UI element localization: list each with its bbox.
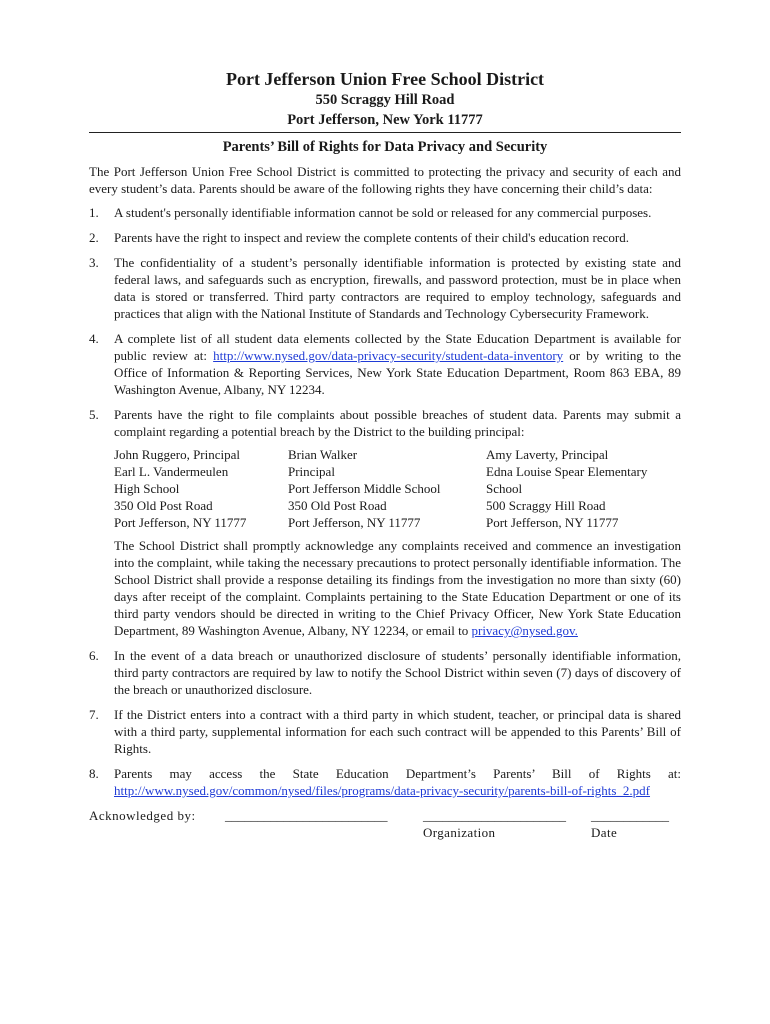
principal-contacts	[114, 446, 681, 531]
list-item	[89, 254, 681, 322]
page-title: Parents’ Bill of Rights for Data Privacy and Security	[222, 139, 548, 155]
item-number: 7.	[89, 707, 99, 722]
item-text-before: A complete list of all student data elements collected by the State Education Department is available for public review at:	[114, 331, 681, 363]
contact-line: 500 Scraggy Hill Road	[486, 498, 606, 513]
complaint-text: The School District shall promptly acknowledge any complaints received and commence an investigation into the complaint, while taking the necessary precautions to protect personally identifiable information. The School District shall provide a response detailing its findings from the investigation no more than sixty (60) days after receipt of the complaint. Complaints pertaining to the State Education Department or one of its third party vendors should be directed in writing to the Chief Privacy Officer, New York State Education Department, 89 Washington Avenue, Albany, NY 12234, or email to	[114, 538, 681, 638]
item-number: 8.	[89, 766, 99, 781]
list-item	[89, 647, 681, 698]
street-address: 550 Scraggy Hill Road	[315, 92, 455, 108]
complaint-procedure	[114, 537, 681, 639]
item-number: 6.	[89, 648, 99, 663]
contact-line: 350 Old Post Road	[114, 498, 213, 513]
contact-line: 350 Old Post Road	[288, 498, 387, 513]
contact-line: Port Jefferson, NY 11777	[288, 515, 421, 530]
item-text	[114, 330, 681, 398]
list-item	[89, 706, 681, 757]
list-item	[89, 330, 681, 398]
contact-middle-school	[288, 446, 486, 531]
intro-paragraph: The Port Jefferson Union Free School District is committed to protecting the privacy and security of each and every student’s data. Parents should be aware of the following rights they have concerning their child’s data:	[89, 164, 681, 196]
district-name: Port Jefferson Union Free School District	[225, 69, 545, 89]
contact-line: Port Jefferson, NY 11777	[114, 515, 247, 530]
contact-line: School	[486, 481, 523, 496]
item-text-after: or by writing to the Office of Information & Reporting Services, New York State Education Department, Room 863 EBA, 89 Washington Avenue, Albany, NY 12234.	[114, 348, 681, 397]
item-number: 2.	[89, 230, 99, 245]
privacy-email-link[interactable]: privacy@nysed.gov.	[471, 623, 578, 638]
contact-elementary	[486, 446, 681, 531]
item-text: The confidentiality of a student’s personally identifiable information is protected by existing state and federal laws, and safeguards such as encryption, firewalls, and password protection, must be in place when data is stored or transferred. Third party contractors are required to employ technology, safeguards and practices that align with the National Institute of Standards and Technology Cybersecurity Framework.	[114, 255, 681, 321]
item-text-before: Parents may access the State Education Department’s Parents’ Bill of Rights at:	[114, 766, 681, 781]
header-divider	[89, 132, 681, 133]
item-number: 1.	[89, 205, 99, 220]
contact-line: Principal	[288, 464, 335, 479]
parents-bill-of-rights-link[interactable]: http://www.nysed.gov/common/nysed/files/programs/data-privacy-security/parents-bill-of-rights_2.pdf	[114, 783, 651, 798]
organization-label: Organization	[423, 825, 496, 840]
item-text: A student's personally identifiable information cannot be sold or released for any commercial purposes.	[114, 205, 652, 220]
item-text: Parents have the right to file complaints about possible breaches of student data. Parents may submit a complaint regarding a potential breach by the District to the building principal:	[114, 407, 681, 439]
contact-high-school	[114, 446, 288, 531]
student-data-inventory-link[interactable]: http://www.nysed.gov/data-privacy-security/student-data-inventory	[213, 348, 564, 363]
item-number: 3.	[89, 255, 99, 270]
item-text: Parents have the right to inspect and review the complete contents of their child's education record.	[114, 230, 629, 245]
contact-line: High School	[114, 481, 180, 496]
contact-line: Port Jefferson Middle School	[288, 481, 441, 496]
acknowledgement	[89, 807, 681, 843]
contact-line: John Ruggero, Principal	[114, 447, 241, 462]
contact-line: Earl L. Vandermeulen	[114, 464, 229, 479]
signature-line[interactable]: _________________________	[225, 808, 388, 823]
list-item	[89, 765, 681, 799]
list-item	[89, 406, 681, 639]
list-item	[89, 204, 681, 221]
city-address: Port Jefferson, New York 11777	[287, 112, 483, 128]
item-number: 5.	[89, 407, 99, 422]
list-item	[89, 229, 681, 246]
item-text: In the event of a data breach or unauthorized disclosure of students’ personally identifiable information, third party contractors are required by law to notify the School District within seven (7) days of discovery of the breach or unauthorized disclosure.	[114, 648, 681, 697]
item-number: 4.	[89, 331, 99, 346]
letterhead	[0, 68, 770, 130]
contact-line: Amy Laverty, Principal	[486, 447, 609, 462]
contact-line: Brian Walker	[288, 447, 358, 462]
acknowledged-by-label: Acknowledged by:	[89, 808, 196, 823]
date-label: Date	[591, 825, 618, 840]
item-text	[114, 765, 681, 799]
organization-line[interactable]: ______________________	[423, 808, 566, 823]
document-body	[89, 163, 681, 843]
date-line[interactable]: ____________	[591, 808, 669, 823]
contact-line: Edna Louise Spear Elementary	[486, 464, 648, 479]
contact-line: Port Jefferson, NY 11777	[486, 515, 619, 530]
item-text: If the District enters into a contract with a third party in which student, teacher, or principal data is shared with a third party, supplemental information for each such contract will be appended to this Parents’ Bill of Rights.	[114, 707, 681, 756]
